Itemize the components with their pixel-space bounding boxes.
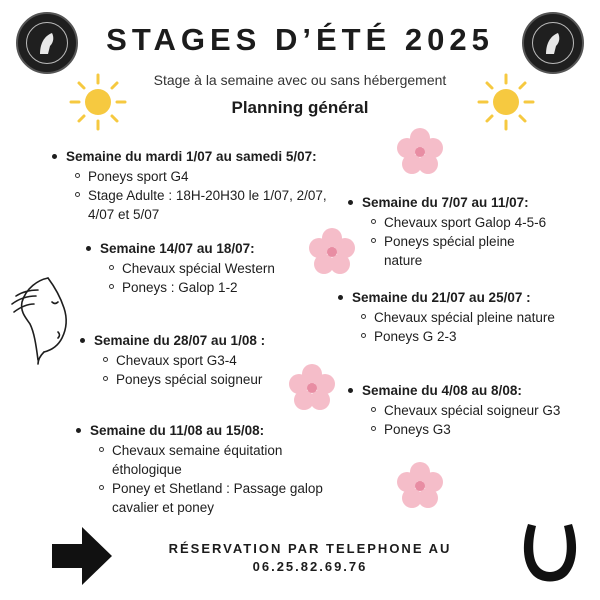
list-item: Poney et Shetland : Passage galop cavalier et poney bbox=[112, 479, 337, 517]
week-block-7 bbox=[76, 421, 346, 517]
week-block-6 bbox=[348, 381, 588, 439]
list-item: Chevaux sport Galop 4-5-6 bbox=[384, 213, 588, 232]
week-title: Semaine du 11/08 au 15/08: bbox=[76, 421, 346, 440]
week-block-2 bbox=[348, 193, 588, 270]
week-title: Semaine du mardi 1/07 au samedi 5/07: bbox=[52, 147, 352, 166]
flower-icon bbox=[394, 126, 446, 178]
reservation-text bbox=[140, 540, 480, 576]
week-block-1 bbox=[52, 147, 352, 224]
week-block-4 bbox=[338, 288, 588, 346]
list-item: Poneys spécial soigneur bbox=[116, 370, 320, 389]
section-heading: Planning général bbox=[231, 98, 369, 117]
list-item: Poneys spécial pleine nature bbox=[384, 232, 554, 270]
week-title: Semaine 14/07 au 18/07: bbox=[86, 239, 326, 258]
list-item: Chevaux sport G3-4 bbox=[116, 351, 320, 370]
week-block-3 bbox=[86, 239, 326, 297]
week-title: Semaine du 7/07 au 11/07: bbox=[348, 193, 588, 212]
list-item: Chevaux spécial Western bbox=[122, 259, 326, 278]
sun-icon-right bbox=[474, 70, 538, 134]
list-item: Chevaux spécial pleine nature bbox=[374, 308, 588, 327]
list-item: Stage Adulte : 18H-20H30 le 1/07, 2/07, 4/07 et 5/07 bbox=[88, 186, 352, 224]
page-title: STAGES D’ÉTÉ 2025 bbox=[106, 22, 494, 57]
reservation-phone: 06.25.82.69.76 bbox=[252, 559, 368, 574]
list-item: Poneys sport G4 bbox=[88, 167, 352, 186]
list-item: Poneys G3 bbox=[384, 420, 588, 439]
horseshoe-icon bbox=[518, 518, 582, 588]
horse-head-icon bbox=[8, 272, 80, 372]
week-title: Semaine du 21/07 au 25/07 : bbox=[338, 288, 588, 307]
arrow-right-icon bbox=[52, 527, 112, 585]
page-subtitle: Stage à la semaine avec ou sans hébergement bbox=[153, 72, 447, 88]
list-item: Poneys G 2-3 bbox=[374, 327, 588, 346]
sun-icon-left bbox=[66, 70, 130, 134]
list-item: Poneys : Galop 1-2 bbox=[122, 278, 326, 297]
week-title: Semaine du 28/07 au 1/08 : bbox=[80, 331, 320, 350]
week-title: Semaine du 4/08 au 8/08: bbox=[348, 381, 588, 400]
flower-icon bbox=[394, 460, 446, 512]
week-block-5 bbox=[80, 331, 320, 389]
list-item: Chevaux spécial soigneur G3 bbox=[384, 401, 588, 420]
reservation-line1: RÉSERVATION PAR TELEPHONE AU bbox=[168, 541, 452, 556]
list-item: Chevaux semaine équitation éthologique bbox=[112, 441, 312, 479]
